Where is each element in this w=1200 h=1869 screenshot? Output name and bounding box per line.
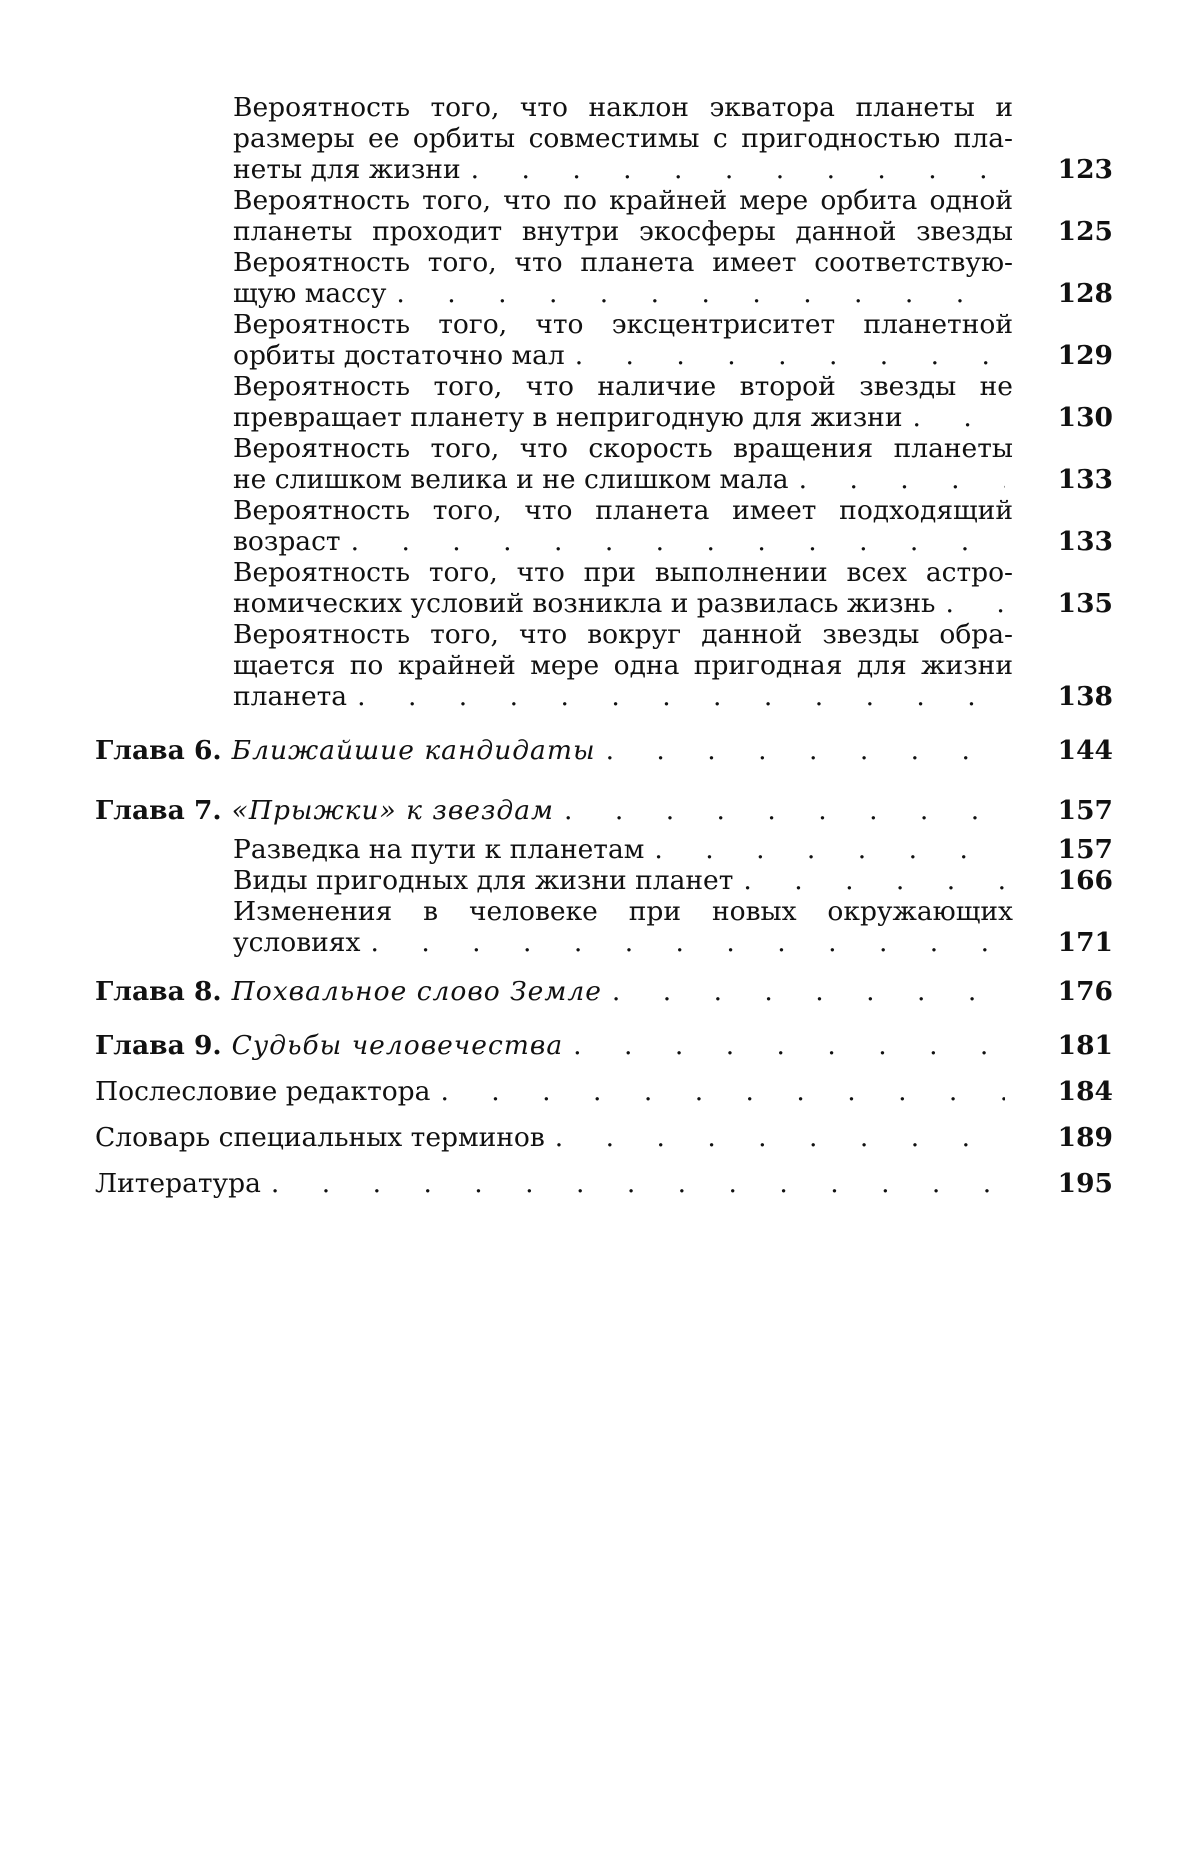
toc-entry-second-star[interactable]	[233, 371, 1113, 433]
section-title: Литература	[95, 1168, 261, 1199]
entry-line: номических условий возникла и развилась жизнь	[233, 588, 936, 619]
toc-chapter-7[interactable]	[95, 795, 1113, 826]
entry-line: Вероятность того, что планета имеет подходящий	[233, 495, 1013, 526]
dot-leader	[913, 402, 1005, 433]
toc-entry-human-changes[interactable]	[233, 896, 1113, 958]
dot-leader	[271, 1168, 1005, 1199]
toc-entry-age[interactable]	[233, 495, 1113, 557]
dot-leader	[945, 588, 1005, 619]
toc-entry-reconnaissance[interactable]	[233, 834, 1113, 865]
dot-leader	[555, 1122, 1005, 1153]
dot-leader	[370, 927, 1005, 958]
toc-entry-planet-types[interactable]	[233, 865, 1113, 896]
page-number: 138	[1057, 681, 1113, 712]
entry-line: превращает планету в непригодную для жизни	[233, 402, 903, 433]
toc-chapter-9[interactable]	[95, 1030, 1113, 1061]
toc-entry-life-origin[interactable]	[233, 557, 1113, 619]
entry-line: Разведка на пути к планетам	[233, 834, 645, 865]
page-number: 195	[1057, 1168, 1113, 1199]
chapter-title: «Прыжки» к звездам	[231, 795, 554, 826]
chapter-title: Похвальное слово Земле	[231, 976, 602, 1007]
entry-line: планета	[233, 681, 348, 712]
page-number: 171	[1057, 927, 1113, 958]
toc-afterword[interactable]	[95, 1076, 1113, 1107]
entry-line: планеты проходит внутри экосферы данной звезды	[233, 216, 1013, 247]
dot-leader	[564, 795, 1005, 826]
page-number: 123	[1057, 154, 1113, 185]
dot-leader	[351, 526, 1005, 557]
entry-line: Виды пригодных для жизни планет	[233, 865, 734, 896]
toc-literature[interactable]	[95, 1168, 1113, 1199]
dot-leader	[654, 834, 1005, 865]
toc-glossary[interactable]	[95, 1122, 1113, 1153]
dot-leader	[573, 1030, 1005, 1061]
toc-chapter-8[interactable]	[95, 976, 1113, 1007]
entry-line: Вероятность того, что при выполнении всех астро-	[233, 557, 1013, 588]
chapter-label: Глава 9.	[95, 1030, 222, 1061]
chapter-label: Глава 7.	[95, 795, 222, 826]
page-number: 157	[1057, 795, 1113, 826]
dot-leader	[743, 865, 1005, 896]
page-number: 189	[1057, 1122, 1113, 1153]
chapter-label: Глава 8.	[95, 976, 222, 1007]
page-number: 157	[1057, 834, 1113, 865]
entry-line: неты для жизни	[233, 154, 461, 185]
dot-leader	[440, 1076, 1005, 1107]
entry-line: Вероятность того, что скорость вращения планеты	[233, 433, 1013, 464]
section-title: Послесловие редактора	[95, 1076, 431, 1107]
toc-entry-tilt[interactable]	[233, 92, 1113, 185]
page-number: 125	[1057, 216, 1113, 247]
entry-line: условиях	[233, 927, 361, 958]
chapter-label: Глава 6.	[95, 735, 222, 766]
dot-leader	[606, 735, 1005, 766]
entry-line: орбиты достаточно мал	[233, 340, 565, 371]
entry-line: не слишком велика и не слишком мала	[233, 464, 789, 495]
toc-entry-mass[interactable]	[233, 247, 1113, 309]
entry-line: Вероятность того, что эксцентриситет планетной	[233, 309, 1013, 340]
dot-leader	[396, 278, 1005, 309]
entry-line: Изменения в человеке при новых окружающих	[233, 896, 1013, 927]
dot-leader	[575, 340, 1005, 371]
toc-entry-rotation[interactable]	[233, 433, 1113, 495]
entry-line: Вероятность того, что наклон экватора планеты и	[233, 92, 1013, 123]
section-title: Словарь специальных терминов	[95, 1122, 545, 1153]
entry-line: щую массу	[233, 278, 387, 309]
dot-leader	[471, 154, 1005, 185]
toc-entry-eccentricity[interactable]	[233, 309, 1113, 371]
page-number: 181	[1057, 1030, 1113, 1061]
dot-leader	[799, 464, 1005, 495]
entry-line: щается по крайней мере одна пригодная для жизни	[233, 650, 1013, 681]
page-number: 176	[1057, 976, 1113, 1007]
page-number: 133	[1057, 526, 1113, 557]
toc-entry-habitable-planet[interactable]	[233, 619, 1113, 712]
dot-leader	[357, 681, 1005, 712]
entry-line: Вероятность того, что по крайней мере орбита одной	[233, 185, 1013, 216]
chapter-title: Судьбы человечества	[231, 1030, 564, 1061]
toc-entry-ecosphere[interactable]	[233, 185, 1113, 247]
entry-line: размеры ее орбиты совместимы с пригодностью пла-	[233, 123, 1013, 154]
entry-line: Вероятность того, что планета имеет соответствую-	[233, 247, 1013, 278]
entry-line: Вероятность того, что вокруг данной звезды обра-	[233, 619, 1013, 650]
toc-chapter-6[interactable]	[95, 735, 1113, 766]
entry-line: возраст	[233, 526, 341, 557]
page-number: 133	[1057, 464, 1113, 495]
page-number: 135	[1057, 588, 1113, 619]
page-number: 184	[1057, 1076, 1113, 1107]
page-number: 129	[1057, 340, 1113, 371]
page-number: 166	[1057, 865, 1113, 896]
page-number: 128	[1057, 278, 1113, 309]
page-number: 144	[1057, 735, 1113, 766]
dot-leader	[612, 976, 1005, 1007]
chapter-title: Ближайшие кандидаты	[231, 735, 596, 766]
entry-line: Вероятность того, что наличие второй звезды не	[233, 371, 1013, 402]
page-number: 130	[1057, 402, 1113, 433]
